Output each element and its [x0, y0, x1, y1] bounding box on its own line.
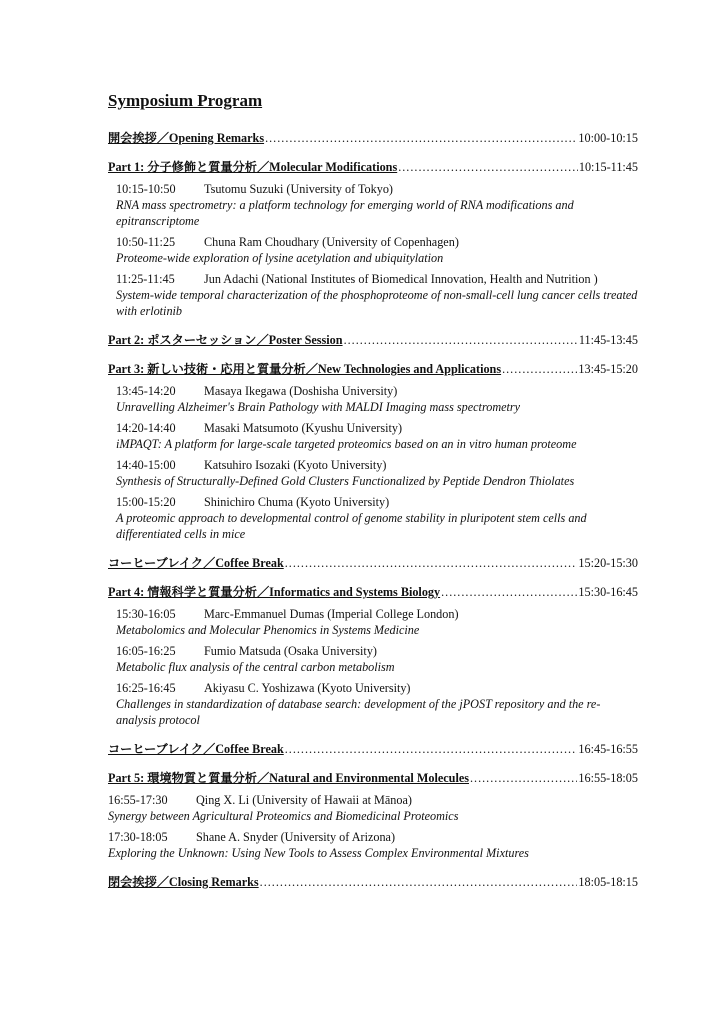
talk-title: Synergy between Agricultural Proteomics and Biomedicinal Proteomics [108, 809, 459, 823]
section-coffee-break-2 [108, 741, 638, 757]
talk-list [108, 606, 638, 728]
section-time: 10:00-10:15 [578, 131, 638, 145]
talk-speaker: Masaya Ikegawa (Doshisha University) [204, 384, 398, 398]
section-label: Part 1: 分子修飾と質量分析／Molecular Modifications [108, 160, 398, 174]
talk-item [116, 383, 638, 415]
section-label: 開会挨拶／Opening Remarks [108, 131, 265, 145]
leader-dots [344, 332, 578, 348]
section-opening-remarks [108, 130, 638, 146]
section-header [108, 584, 638, 600]
leader-dots [285, 555, 578, 571]
talk-title: System-wide temporal characterization of the phosphoproteome of non-small-cell lung cancer cells treated with erlotinib [116, 288, 638, 318]
talk-item [108, 829, 638, 861]
talk-time: 16:55-17:30 [108, 793, 168, 807]
leader-dots [470, 770, 577, 786]
talk-item [116, 457, 638, 489]
talk-title: A proteomic approach to developmental control of genome stability in pluripotent stem cells and differentiated cells in mice [116, 511, 587, 541]
section-part-5 [108, 770, 638, 861]
leader-dots [265, 130, 577, 146]
section-label: コーヒーブレイク／Coffee Break [108, 556, 284, 570]
leader-dots [260, 874, 578, 890]
section-part-3 [108, 361, 638, 542]
talk-title: RNA mass spectrometry: a platform technology for emerging world of RNA modifications and epitranscriptome [116, 198, 574, 228]
leader-dots [441, 584, 577, 600]
talk-title: Metabolomics and Molecular Phenomics in Systems Medicine [116, 623, 420, 637]
talk-item [116, 234, 638, 266]
section-label: Part 3: 新しい技術・応用と質量分析／New Technologies and Applications [108, 362, 502, 376]
talk-speaker: Qing X. Li (University of Hawaii at Mānoa) [196, 793, 412, 807]
talk-speaker: Akiyasu C. Yoshizawa (Kyoto University) [204, 681, 411, 695]
section-label: Part 2: ポスターセッション／Poster Session [108, 333, 343, 347]
talk-time: 14:20-14:40 [116, 421, 176, 435]
talk-time: 15:30-16:05 [116, 607, 176, 621]
talk-time: 16:25-16:45 [116, 681, 176, 695]
talk-speaker: Katsuhiro Isozaki (Kyoto University) [204, 458, 387, 472]
talk-title: Metabolic flux analysis of the central carbon metabolism [116, 660, 395, 674]
talk-speaker: Shane A. Snyder (University of Arizona) [196, 830, 396, 844]
leader-dots [398, 159, 578, 175]
talk-speaker: Tsutomu Suzuki (University of Tokyo) [204, 182, 393, 196]
talk-list [108, 181, 638, 319]
section-time: 11:45-13:45 [578, 333, 638, 347]
section-part-1 [108, 159, 638, 319]
talk-item [116, 494, 638, 542]
talk-list [108, 383, 638, 542]
section-label: Part 5: 環境物質と質量分析／Natural and Environmental Molecules [108, 771, 469, 785]
section-time: 10:15-11:45 [578, 160, 638, 174]
page-title: Symposium Program [108, 91, 263, 110]
section-label: Part 4: 情報科学と質量分析／Informatics and Systems Biology [108, 585, 441, 599]
section-header [108, 741, 638, 757]
section-label: 閉会挨拶／Closing Remarks [108, 875, 259, 889]
talk-speaker: Masaki Matsumoto (Kyushu University) [204, 421, 403, 435]
talk-item [116, 181, 638, 229]
talk-title: Exploring the Unknown: Using New Tools to Assess Complex Environmental Mixtures [108, 846, 529, 860]
section-closing-remarks [108, 874, 638, 890]
section-time: 13:45-15:20 [578, 362, 638, 376]
talk-time: 11:25-11:45 [116, 272, 175, 286]
section-coffee-break-1 [108, 555, 638, 571]
talk-list [108, 792, 638, 861]
section-part-2 [108, 332, 638, 348]
talk-speaker: Jun Adachi (National Institutes of Biomedical Innovation, Health and Nutrition ) [204, 272, 598, 286]
talk-title: Challenges in standardization of database search: development of the jPOST repository and the re-analysis protocol [116, 697, 601, 727]
talk-item [116, 643, 638, 675]
talk-speaker: Shinichiro Chuma (Kyoto University) [204, 495, 390, 509]
talk-speaker: Fumio Matsuda (Osaka University) [204, 644, 377, 658]
talk-time: 15:00-15:20 [116, 495, 176, 509]
talk-time: 14:40-15:00 [116, 458, 176, 472]
talk-speaker: Marc-Emmanuel Dumas (Imperial College London) [204, 607, 459, 621]
section-header [108, 159, 638, 175]
talk-time: 16:05-16:25 [116, 644, 176, 658]
talk-speaker: Chuna Ram Choudhary (University of Copenhagen) [204, 235, 459, 249]
talk-item [116, 271, 638, 319]
talk-title: Unravelling Alzheimer's Brain Pathology with MALDI Imaging mass spectrometry [116, 400, 521, 414]
section-header [108, 770, 638, 786]
talk-item [116, 606, 638, 638]
section-header [108, 130, 638, 146]
talk-time: 17:30-18:05 [108, 830, 168, 844]
program-page [108, 90, 638, 903]
section-time: 15:20-15:30 [578, 556, 638, 570]
leader-dots [502, 361, 577, 377]
section-time: 15:30-16:45 [578, 585, 638, 599]
section-header [108, 332, 638, 348]
talk-time: 13:45-14:20 [116, 384, 176, 398]
section-part-4 [108, 584, 638, 728]
section-time: 16:45-16:55 [578, 742, 638, 756]
section-header [108, 361, 638, 377]
section-label: コーヒーブレイク／Coffee Break [108, 742, 284, 756]
talk-title: iMPAQT: A platform for large-scale targeted proteomics based on an in vitro human proteome [116, 437, 577, 451]
talk-title: Proteome-wide exploration of lysine acetylation and ubiquitylation [116, 251, 444, 265]
leader-dots [285, 741, 578, 757]
section-header [108, 874, 638, 890]
talk-item [116, 680, 638, 728]
talk-item [116, 420, 638, 452]
section-time: 18:05-18:15 [578, 875, 638, 889]
section-time: 16:55-18:05 [578, 771, 638, 785]
talk-time: 10:50-11:25 [116, 235, 176, 249]
section-header [108, 555, 638, 571]
talk-item [108, 792, 638, 824]
talk-title: Synthesis of Structurally-Defined Gold Clusters Functionalized by Peptide Dendron Thiolates [116, 474, 575, 488]
talk-time: 10:15-10:50 [116, 182, 176, 196]
